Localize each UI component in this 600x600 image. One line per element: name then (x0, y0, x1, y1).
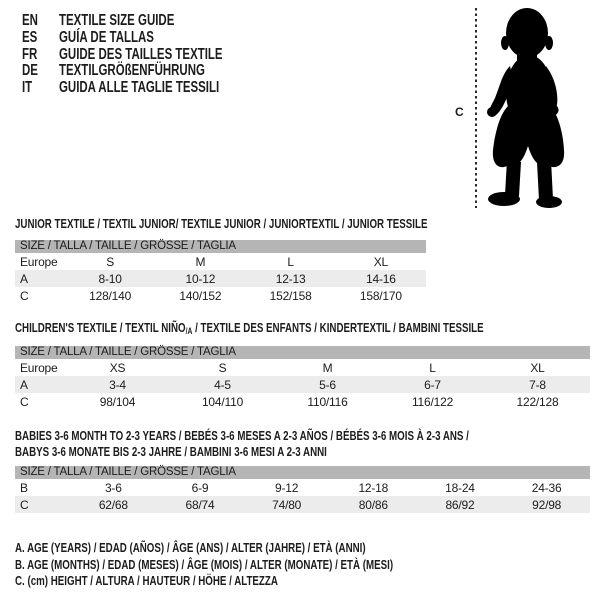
toddler-silhouette-icon (480, 0, 595, 215)
size-cell: M (322, 360, 333, 375)
row-label: C (20, 288, 29, 303)
size-cell: 104/110 (201, 394, 244, 409)
size-cell: 12-13 (275, 271, 306, 286)
size-cell: 5-6 (319, 377, 336, 392)
language-label: GUIDE DES TAILLES TEXTILE (59, 45, 223, 63)
size-cell: XS (109, 360, 126, 375)
size-cell: 6-9 (191, 480, 209, 495)
size-cell: XL (373, 254, 389, 269)
size-cell: 10-12 (185, 271, 216, 286)
table-row (15, 496, 590, 513)
language-header (22, 13, 223, 97)
language-row (22, 13, 223, 30)
language-row (22, 47, 223, 64)
title-subscript: /A (185, 326, 193, 336)
junior-size-table (15, 240, 426, 304)
size-cell: 18-24 (445, 480, 475, 495)
size-cell: 3-6 (104, 480, 122, 495)
size-cell: 74/80 (272, 497, 302, 512)
size-cell: 86/92 (445, 497, 475, 512)
row-label: A (20, 271, 28, 286)
babies-title-line1: BABIES 3-6 MONTH TO 2-3 YEARS / BEBÉS 3-6 MESES A 2-3 AÑOS / BÉBÉS 3-6 MOIS À 2-3 ANS / (15, 428, 469, 443)
language-row (22, 30, 223, 47)
language-code: ES (22, 28, 38, 46)
legend-line-a: A. AGE (YEARS) / EDAD (AÑOS) / ÂGE (ANS) / ALTER (JAHRE) / ETÀ (ANNI) (15, 540, 366, 555)
legend-line-c: C. (cm) HEIGHT / ALTURA / HAUTEUR / HÖHE / ALTEZZA (15, 573, 278, 588)
language-code: EN (22, 12, 38, 29)
row-label: Europe (20, 254, 58, 269)
height-measure-line (475, 8, 477, 208)
legend-line-b: B. AGE (MONTHS) / EDAD (MESES) / ÂGE (MOIS) / ALTER (MONATE) / ETÀ (MESI) (15, 556, 394, 572)
row-label: Europe (20, 360, 58, 375)
children-size-table (15, 346, 590, 410)
size-cell: 140/152 (179, 288, 222, 303)
size-cell: L (429, 360, 436, 375)
size-cell: L (287, 254, 294, 269)
height-measure-label: C (455, 105, 464, 119)
size-cell: M (195, 254, 206, 269)
size-cell: XL (530, 360, 545, 375)
language-label: GUÍA DE TALLAS (59, 28, 154, 46)
table-row (15, 359, 590, 376)
size-cell: 152/158 (269, 288, 312, 303)
table-row (15, 270, 426, 287)
size-header-row (15, 466, 590, 479)
language-row (22, 63, 223, 80)
table-row (15, 253, 426, 270)
size-cell: 98/104 (99, 394, 136, 409)
language-row (22, 80, 223, 97)
size-cell: 4-5 (214, 377, 231, 392)
table-row (15, 479, 590, 496)
row-label: C (20, 394, 29, 409)
babies-title-line2: BABYS 3-6 MONATE BIS 2-3 JAHRE / BAMBINI 3-6 MESI A 2-3 ANNI (15, 444, 327, 459)
size-cell: 128/140 (89, 288, 132, 303)
table-row (15, 393, 590, 410)
size-cell: 110/116 (307, 394, 348, 409)
size-header-bar: SIZE / TALLA / TAILLE / GRÖSSE / TAGLIA (15, 240, 426, 253)
size-header-row (15, 240, 426, 253)
size-cell: 68/74 (185, 497, 215, 512)
language-label: TEXTILE SIZE GUIDE (59, 12, 175, 29)
size-cell: 80/86 (358, 497, 388, 512)
size-cell: 7-8 (529, 377, 546, 392)
title-part: CHILDREN'S TEXTILE / TEXTIL NIÑO (15, 320, 186, 335)
language-code: FR (22, 45, 38, 63)
size-header-row (15, 346, 590, 359)
junior-section-title: JUNIOR TEXTILE / TEXTIL JUNIOR/ TEXTILE JUNIOR / JUNIORTEXTIL / JUNIOR TESSILE (15, 216, 428, 231)
language-label: GUIDA ALLE TAGLIE TESSILI (59, 79, 220, 97)
babies-section-title (15, 428, 469, 460)
size-cell: 3-4 (109, 377, 126, 392)
title-part: / TEXTILE DES ENFANTS / KINDERTEXTIL / BAMBINI TESSILE (192, 320, 484, 335)
row-label: A (20, 377, 28, 392)
size-cell: 158/170 (359, 288, 402, 303)
size-header-bar: SIZE / TALLA / TAILLE / GRÖSSE / TAGLIA (15, 346, 590, 359)
size-cell: 24-36 (531, 480, 562, 495)
size-cell: 116/122 (411, 394, 454, 409)
language-code: IT (22, 79, 33, 97)
size-cell: S (106, 254, 115, 269)
size-cell: 9-12 (275, 480, 299, 495)
size-cell: 6-7 (424, 377, 441, 392)
size-cell: 62/68 (98, 497, 128, 512)
size-cell: 12-18 (358, 480, 389, 495)
row-label: C (20, 497, 29, 512)
size-header-bar: SIZE / TALLA / TAILLE / GRÖSSE / TAGLIA (15, 466, 590, 479)
size-cell: S (218, 360, 227, 375)
size-cell: 92/98 (532, 497, 562, 512)
language-code: DE (22, 62, 38, 80)
babies-size-table (15, 466, 590, 513)
table-row (15, 376, 590, 393)
size-cell: 14-16 (366, 271, 396, 286)
children-section-title (15, 320, 484, 339)
table-row (15, 287, 426, 304)
language-label: TEXTILGRÖßENFÜHRUNG (59, 62, 205, 80)
size-cell: 8-10 (98, 271, 122, 286)
row-label: B (20, 480, 28, 495)
size-cell: 122/128 (516, 394, 559, 409)
measurement-legend (15, 540, 393, 590)
